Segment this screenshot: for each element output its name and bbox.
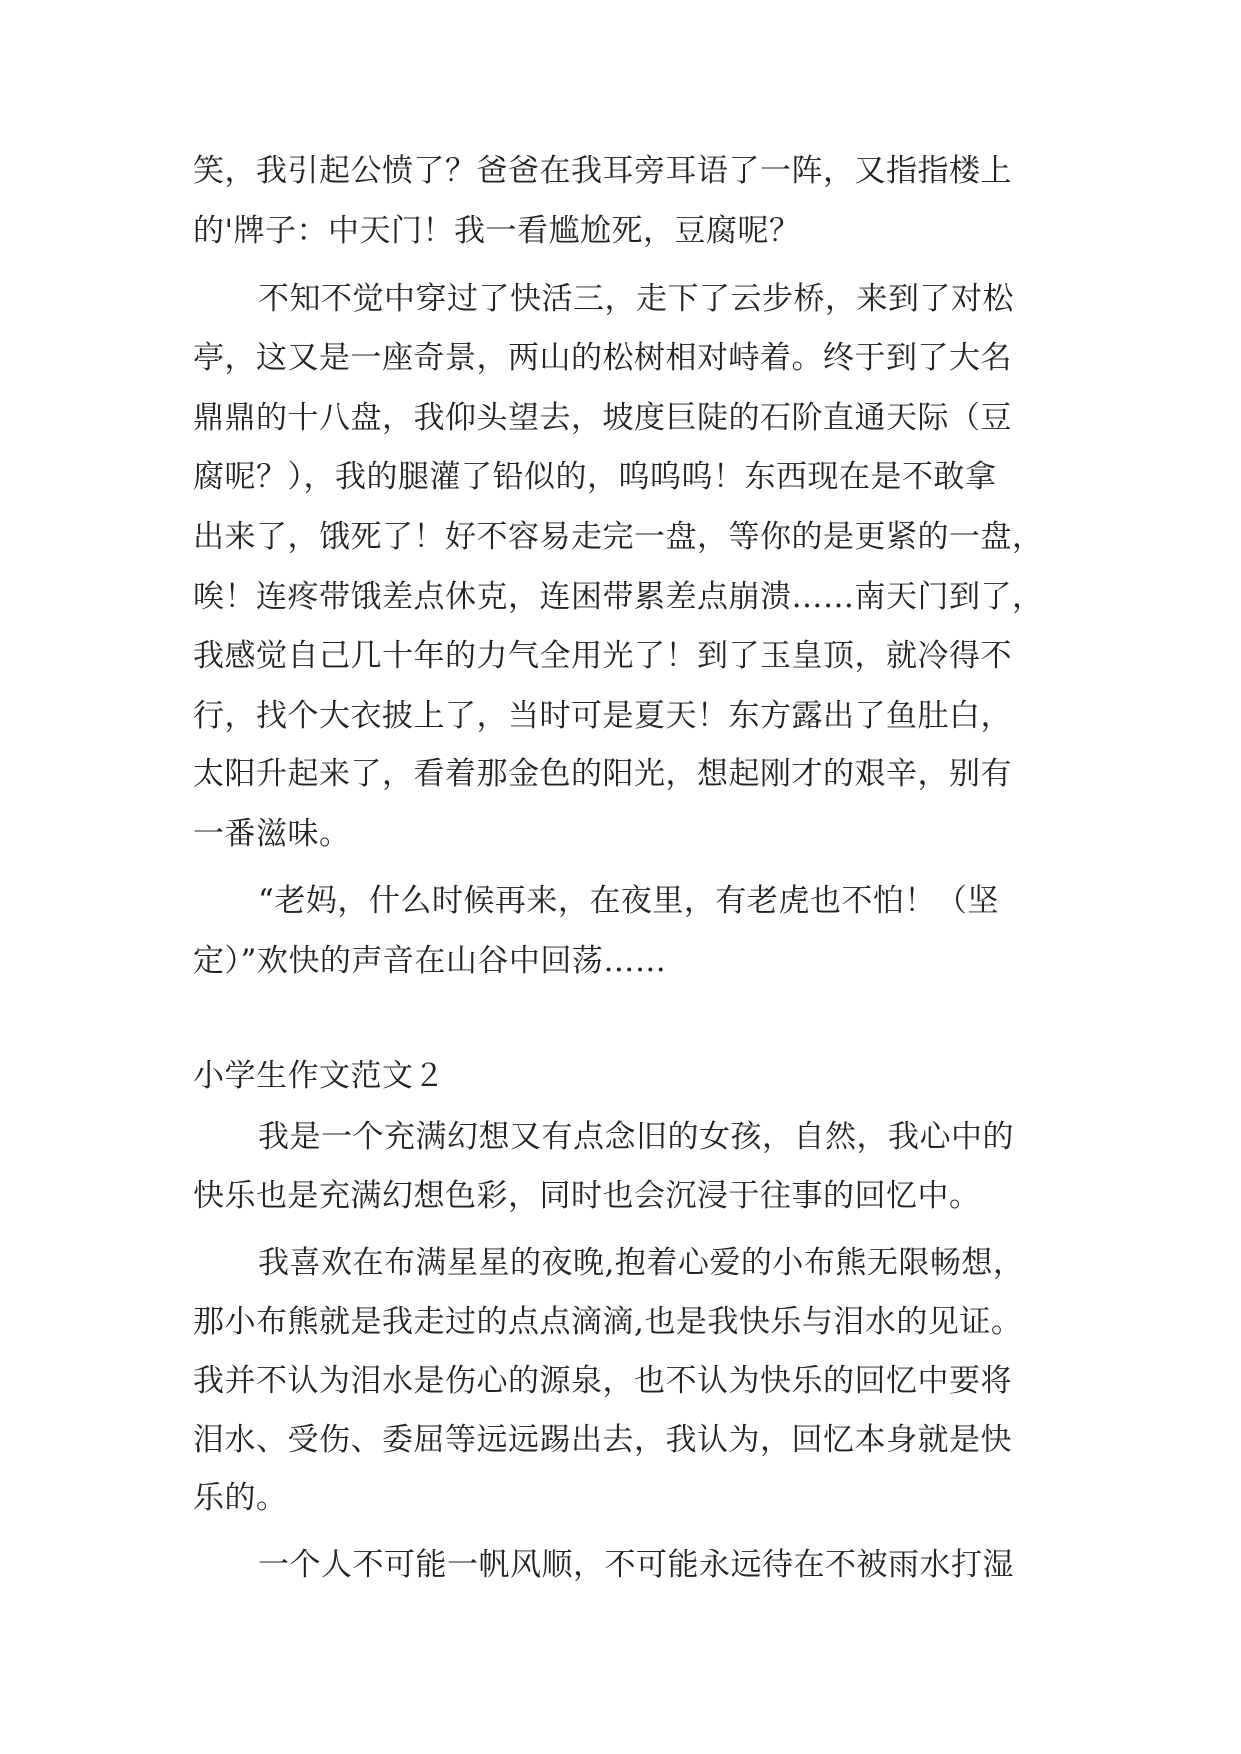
- text-line: 鼎鼎的十八盘，我仰头望去，坡度巨陡的石阶直通天际（豆: [193, 400, 1012, 436]
- text-line: 唉！连疼带饿差点休克，连困带累差点崩溃……南天门到了，: [193, 579, 1044, 615]
- text-line: 快乐也是充满幻想色彩，同时也会沉浸于往事的回忆中。: [193, 1178, 981, 1214]
- text-line: 行，找个大衣披上了，当时可是夏天！东方露出了鱼肚白，: [193, 698, 1012, 734]
- text-line: 泪水、受伤、委屈等远远踢出去，我认为，回忆本身就是快: [193, 1422, 1012, 1458]
- text-line: 亭，这又是一座奇景，两山的松树相对峙着。终于到了大名: [193, 340, 1012, 376]
- section-heading: 小学生作文范文２: [193, 1058, 445, 1094]
- text-line: 一个人不可能一帆风顺，不可能永远待在不被雨水打湿: [258, 1547, 1014, 1583]
- text-line: 不知不觉中穿过了快活三，走下了云步桥，来到了对松: [258, 281, 1014, 317]
- text-line: 我喜欢在布满星星的夜晚,抱着心爱的小布熊无限畅想，: [258, 1245, 1025, 1281]
- text-line: 我是一个充满幻想又有点念旧的女孩，自然，我心中的: [258, 1119, 1014, 1155]
- text-line: 我并不认为泪水是伤心的源泉，也不认为快乐的回忆中要将: [193, 1363, 1012, 1399]
- text-line: 笑，我引起公愤了？爸爸在我耳旁耳语了一阵，又指指楼上: [193, 153, 1012, 189]
- text-line: “老妈，什么时候再来，在夜里，有老虎也不怕！（坚: [258, 883, 999, 919]
- text-line: 腐呢？），我的腿灌了铅似的，呜呜呜！东西现在是不敢拿: [193, 459, 997, 495]
- text-line: 一番滋味。: [193, 816, 351, 852]
- text-line: 我感觉自己几十年的力气全用光了！到了玉皇顶，就冷得不: [193, 638, 1012, 674]
- text-line: 乐的。: [193, 1480, 288, 1516]
- text-line: 的'牌子：中天门！我一看尴尬死，豆腐呢？: [193, 213, 801, 249]
- text-line: 太阳升起来了，看着那金色的阳光，想起刚才的艰辛，别有: [193, 756, 1012, 792]
- text-line: 那小布熊就是我走过的点点滴滴,也是我快乐与泪水的见证。: [193, 1304, 1023, 1340]
- text-line: 出来了，饿死了！好不容易走完一盘，等你的是更紧的一盘，: [193, 519, 1044, 555]
- text-line: 定）”欢快的声音在山谷中回荡……: [193, 943, 667, 979]
